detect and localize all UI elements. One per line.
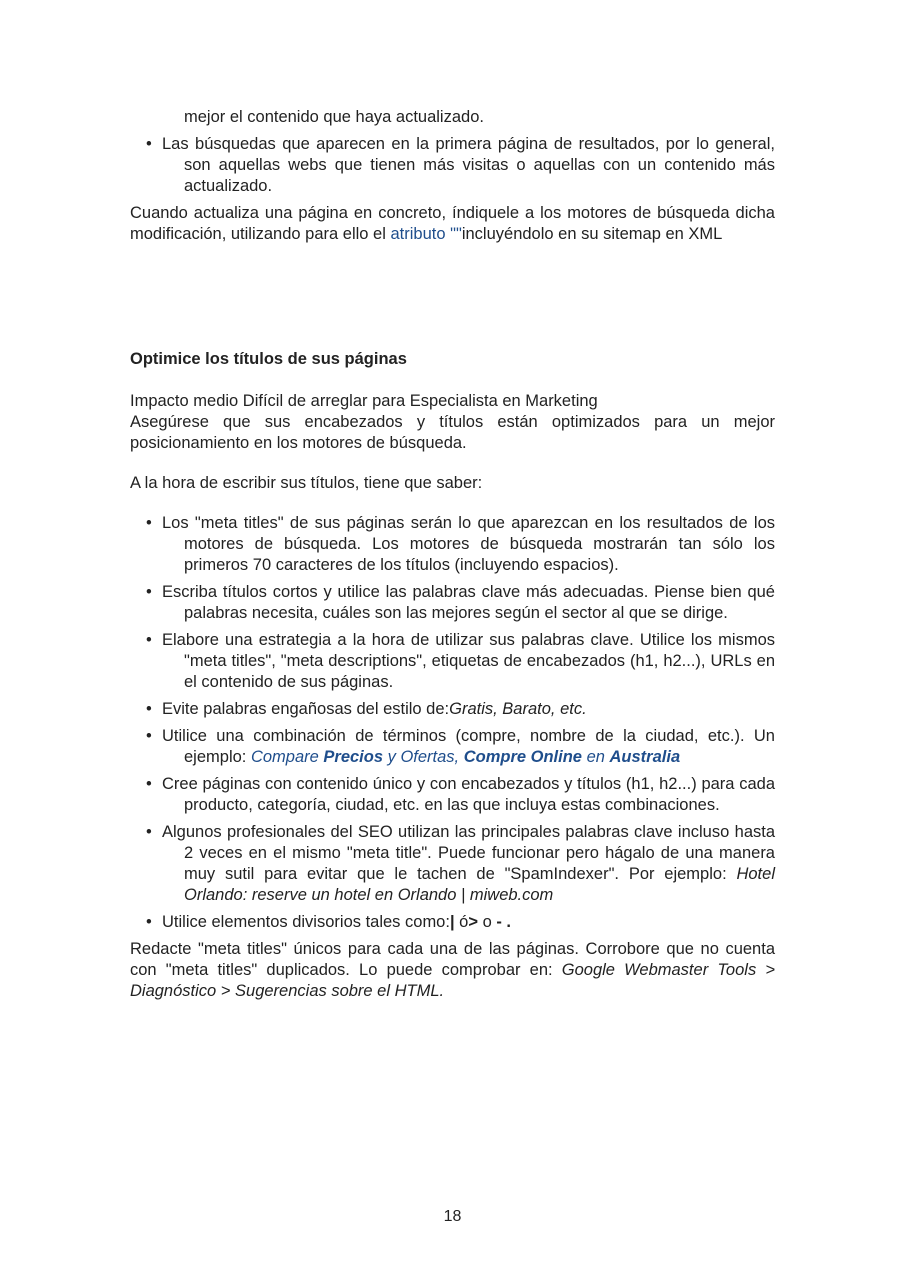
list-item [130,134,775,197]
list-item [130,699,775,720]
list-item [130,513,775,576]
example-italic: Hotel Orlando: reserve un hotel en Orlando | miweb.com [184,865,775,904]
list-item [130,912,775,933]
example-term: Compare [250,748,324,766]
paragraph-text: Cuando actualiza una página en concreto, índiquele a los motores de búsqueda dicha modificación, utilizando para ello el [130,204,775,243]
list-item-text: Elabore una estrategia a la hora de utilizar sus palabras clave. Utilice los mismos "meta titles", "meta descriptions", etiquetas de encabezados (h1, h2...), URLs en el contenido de sus páginas. [162,631,775,691]
section-heading: Optimice los títulos de sus páginas [130,350,407,368]
bullet-dot: • [146,913,152,931]
list-item-text: Las búsquedas que aparecen en la primera página de resultados, por lo general, son aquellas webs que tienen más visitas o aquellas con un contenido más actualizado. [162,135,775,195]
bullet-dot: • [146,823,152,841]
list-item-text: Cree páginas con contenido único y con encabezados y títulos (h1, h2...) para cada producto, categoría, ciudad, etc. en las que incluya estas combinaciones. [162,775,775,814]
separator-symbol: > [468,913,478,931]
example-term: Precios [323,748,384,766]
section-description: Asegúrese que sus encabezados y títulos están optimizados para un mejor posicionamiento en los motores de búsqueda. [130,413,775,452]
example-term: Australia [609,748,681,766]
link-atributo[interactable]: atributo "" [390,225,462,243]
bullet-dot: • [146,727,152,745]
paragraph [130,203,775,245]
list-item-text: o [477,913,497,931]
continuation-text: mejor el contenido que haya actualizado. [184,108,484,126]
paragraph-text: Redacte "meta titles" únicos para cada una de las páginas. Corrobore que no cuenta con "meta titles" duplicados. Lo puede comprobar en: [130,940,775,979]
list-item-text: Los "meta titles" de sus páginas serán lo que aparezcan en los resultados de los motores de búsqueda. Los motores de búsqueda mostrarán tan sólo los primeros 70 caracteres de los títulos (incluyendo espacios). [162,514,775,574]
lead-text: A la hora de escribir sus títulos, tiene que saber: [130,474,483,492]
example-term: Compre Online [463,748,582,766]
page-content [130,107,775,1002]
list-item-text: Utilice una combinación de términos (compre, nombre de la ciudad, etc.). Un ejemplo: [162,727,775,766]
impact-line: Impacto medio Difícil de arreglar para Especialista en Marketing [130,392,598,410]
bullet-dot: • [146,135,152,153]
separator-symbol: | [449,913,455,931]
closing-paragraph [130,939,775,1002]
list-item-text: Escriba títulos cortos y utilice las palabras clave más adecuadas. Piense bien qué palabras necesita, cuáles son las mejores según el sector al que se dirige. [162,583,775,622]
separator-symbol: - . [496,913,512,931]
list-item-text: Evite palabras engañosas del estilo de: [162,700,450,718]
bullet-dot: • [146,700,152,718]
list-item-text: ó [454,913,469,931]
list-item [130,774,775,816]
paragraph-text: incluyéndolo en su sitemap en XML [461,225,723,243]
list-item [130,630,775,693]
list-item-text: Algunos profesionales del SEO utilizan las principales palabras clave incluso hasta 2 veces en el mismo "meta title". Puede funcionar pero hágalo de una manera muy sutil para evitar que le tachen de "SpamIndexer". Por ejemplo: [162,823,775,883]
bullet-dot: • [146,775,152,793]
list-item [130,822,775,906]
list-item-text: Utilice elementos divisorios tales como: [162,913,450,931]
bullet-dot: • [146,631,152,649]
example-term: en [581,748,610,766]
list-item [130,582,775,624]
tool-path-italic: Google Webmaster Tools > Diagnóstico > Sugerencias sobre el HTML. [130,961,775,1000]
bullet-dot: • [146,514,152,532]
list-item [130,726,775,768]
bullet-dot: • [146,583,152,601]
example-term: y Ofertas, [383,748,464,766]
example-italic: Gratis, Barato, etc. [449,700,587,718]
page-number: 18 [443,1208,462,1225]
